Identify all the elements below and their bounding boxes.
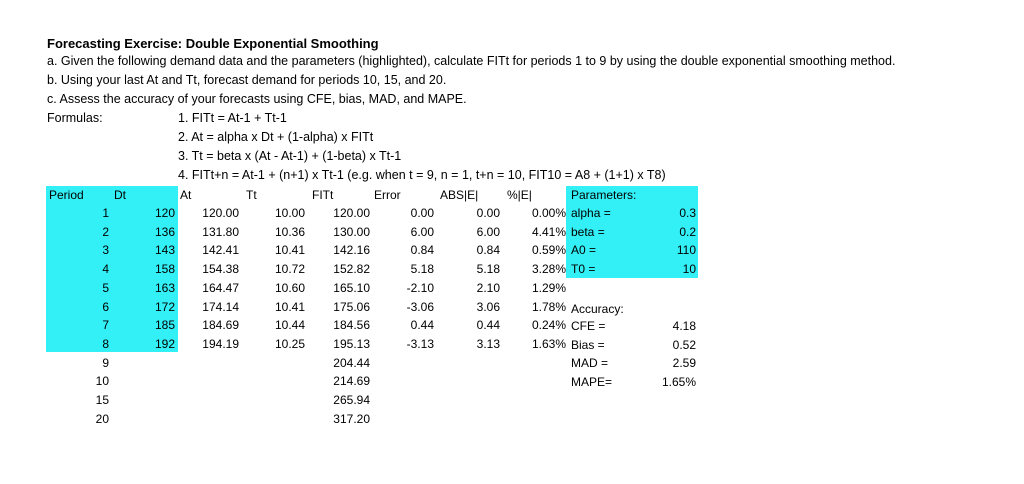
cell-fit: 165.10 (333, 280, 370, 295)
cell-at: 142.41 (202, 243, 239, 258)
cell-pct: 1.29% (531, 280, 566, 295)
accuracy-metric-value: 4.18 (672, 319, 696, 333)
cell-err: -3.06 (406, 299, 434, 314)
cell-tt: 10.72 (274, 262, 305, 277)
cell-tt (265, 410, 305, 428)
header-period: Period (49, 188, 84, 202)
cell-period: 10 (95, 374, 109, 389)
accuracy-label: Accuracy: (571, 302, 624, 316)
cell-period: 3 (102, 243, 109, 258)
cell-pct: 0.59% (531, 243, 566, 258)
cell-at (195, 372, 239, 390)
cell-err (388, 372, 434, 390)
cell-period: 9 (102, 355, 109, 370)
param-value: 0.3 (679, 206, 696, 220)
cell-pct (520, 372, 566, 390)
cell-at: 184.69 (202, 318, 239, 333)
cell-err (388, 354, 434, 372)
cell-fit: 152.82 (333, 262, 370, 277)
cell-at: 131.80 (202, 224, 239, 239)
cell-pct (520, 410, 566, 428)
accuracy-metric-value: 1.65% (661, 375, 696, 390)
accuracy-metric-label: MAD = (571, 356, 609, 371)
cell-abs: 5.18 (476, 262, 500, 277)
cell-fit: 184.56 (333, 318, 370, 333)
cell-tt (265, 354, 305, 372)
cell-dt (140, 391, 175, 409)
cell-at: 194.19 (202, 336, 239, 351)
cell-fit: 204.44 (333, 355, 370, 370)
instruction-c: c. Assess the accuracy of your forecasts using CFE, bias, MAD, and MAPE. (47, 92, 467, 106)
cell-at (195, 391, 239, 409)
header-tt: Tt (246, 188, 257, 202)
cell-at (195, 410, 239, 428)
cell-tt: 10.41 (274, 299, 305, 314)
param-value: 110 (676, 243, 696, 258)
accuracy-metric-label: Bias = (571, 337, 605, 352)
cell-fit: 265.94 (333, 393, 370, 407)
cell-tt (265, 391, 305, 409)
formula-3: 3. Tt = beta x (At - At-1) + (1-beta) x Tt-1 (178, 149, 402, 163)
header-pct: %|E| (507, 188, 532, 202)
cell-pct: 0.24% (531, 318, 566, 333)
formula-2: 2. At = alpha x Dt + (1-alpha) x FITt (178, 130, 374, 144)
cell-dt: 192 (154, 336, 175, 351)
cell-period: 7 (102, 318, 109, 333)
cell-period: 5 (102, 280, 109, 295)
cell-dt: 120 (154, 206, 175, 220)
formula-1: 1. FITt = At-1 + Tt-1 (178, 111, 287, 125)
cell-abs (452, 391, 500, 409)
param-label: beta = (571, 224, 605, 239)
cell-abs: 6.00 (476, 224, 500, 239)
cell-err: 6.00 (410, 224, 434, 239)
cell-at: 154.38 (202, 262, 239, 277)
header-dt: Dt (114, 188, 126, 202)
accuracy-metric-label: MAPE= (571, 375, 613, 390)
cell-abs: 0.00 (476, 206, 500, 220)
cell-pct: 1.78% (531, 299, 566, 314)
cell-dt: 143 (154, 243, 175, 258)
cell-period: 4 (102, 262, 109, 277)
cell-err: 5.18 (410, 262, 434, 277)
cell-pct: 4.41% (531, 224, 566, 239)
accuracy-metric-value: 2.59 (672, 356, 696, 371)
cell-dt (140, 410, 175, 428)
param-label: alpha = (571, 206, 611, 220)
cell-err: 0.84 (410, 243, 434, 258)
cell-err: -3.13 (406, 336, 434, 351)
param-label: A0 = (571, 243, 597, 258)
header-error: Error (374, 188, 401, 202)
cell-fit: 214.69 (333, 374, 370, 389)
cell-abs: 3.06 (476, 299, 500, 314)
cell-tt (265, 372, 305, 390)
cell-at: 164.47 (202, 280, 239, 295)
cell-at (195, 354, 239, 372)
cell-err: 0.00 (410, 206, 434, 220)
cell-pct: 0.00% (531, 206, 566, 220)
cell-dt (140, 372, 175, 390)
accuracy-metric-value: 0.52 (672, 337, 696, 352)
cell-fit: 120.00 (333, 206, 370, 220)
cell-abs (452, 410, 500, 428)
cell-tt: 10.44 (274, 318, 305, 333)
cell-fit: 317.20 (333, 411, 370, 426)
cell-err (388, 410, 434, 428)
param-label: T0 = (571, 262, 596, 277)
cell-period: 6 (102, 299, 109, 314)
param-value: 0.2 (679, 224, 696, 239)
cell-at: 120.00 (202, 206, 239, 220)
cell-pct: 3.28% (531, 262, 566, 277)
cell-period: 20 (95, 411, 109, 426)
cell-tt: 10.00 (274, 206, 305, 220)
cell-pct (520, 354, 566, 372)
cell-dt: 185 (154, 318, 175, 333)
cell-tt: 10.41 (274, 243, 305, 258)
instruction-b: b. Using your last At and Tt, forecast demand for periods 10, 15, and 20. (47, 73, 447, 87)
cell-abs: 2.10 (476, 280, 500, 295)
cell-fit: 130.00 (333, 224, 370, 239)
cell-abs: 0.44 (476, 318, 500, 333)
cell-dt: 172 (154, 299, 175, 314)
cell-dt: 136 (154, 224, 175, 239)
cell-abs (452, 372, 500, 390)
cell-tt: 10.36 (274, 224, 305, 239)
cell-fit: 142.16 (333, 243, 370, 258)
cell-abs: 0.84 (476, 243, 500, 258)
cell-dt: 158 (154, 262, 175, 277)
cell-dt: 163 (154, 280, 175, 295)
header-at: At (180, 188, 192, 202)
cell-pct (520, 391, 566, 409)
cell-fit: 195.13 (333, 336, 370, 351)
cell-fit: 175.06 (333, 299, 370, 314)
instruction-a: a. Given the following demand data and the parameters (highlighted), calculate FITt for periods 1 to 9 by using the double exponential smoothing method. (47, 54, 896, 68)
cell-period: 15 (95, 393, 109, 407)
cell-period: 8 (102, 336, 109, 351)
header-abs: ABS|E| (440, 188, 479, 202)
cell-period: 2 (102, 224, 109, 239)
accuracy-metric-label: CFE = (571, 319, 606, 333)
header-fitt: FITt (312, 188, 334, 202)
cell-tt: 10.25 (274, 336, 305, 351)
header-parameters: Parameters: (571, 188, 637, 202)
page-title: Forecasting Exercise: Double Exponential Smoothing (47, 36, 379, 51)
cell-abs: 3.13 (476, 336, 500, 351)
cell-err (388, 391, 434, 409)
cell-abs (452, 354, 500, 372)
cell-err: -2.10 (406, 280, 434, 295)
cell-period: 1 (102, 206, 109, 220)
cell-dt (140, 354, 175, 372)
param-value: 10 (682, 262, 696, 277)
cell-at: 174.14 (202, 299, 239, 314)
cell-err: 0.44 (410, 318, 434, 333)
cell-pct: 1.63% (531, 336, 566, 351)
formula-4: 4. FITt+n = At-1 + (n+1) x Tt-1 (e.g. when t = 9, n = 1, t+n = 10, FIT10 = A8 + (1+1) x T8) (178, 168, 666, 182)
cell-tt: 10.60 (274, 280, 305, 295)
formulas-label: Formulas: (47, 111, 103, 125)
